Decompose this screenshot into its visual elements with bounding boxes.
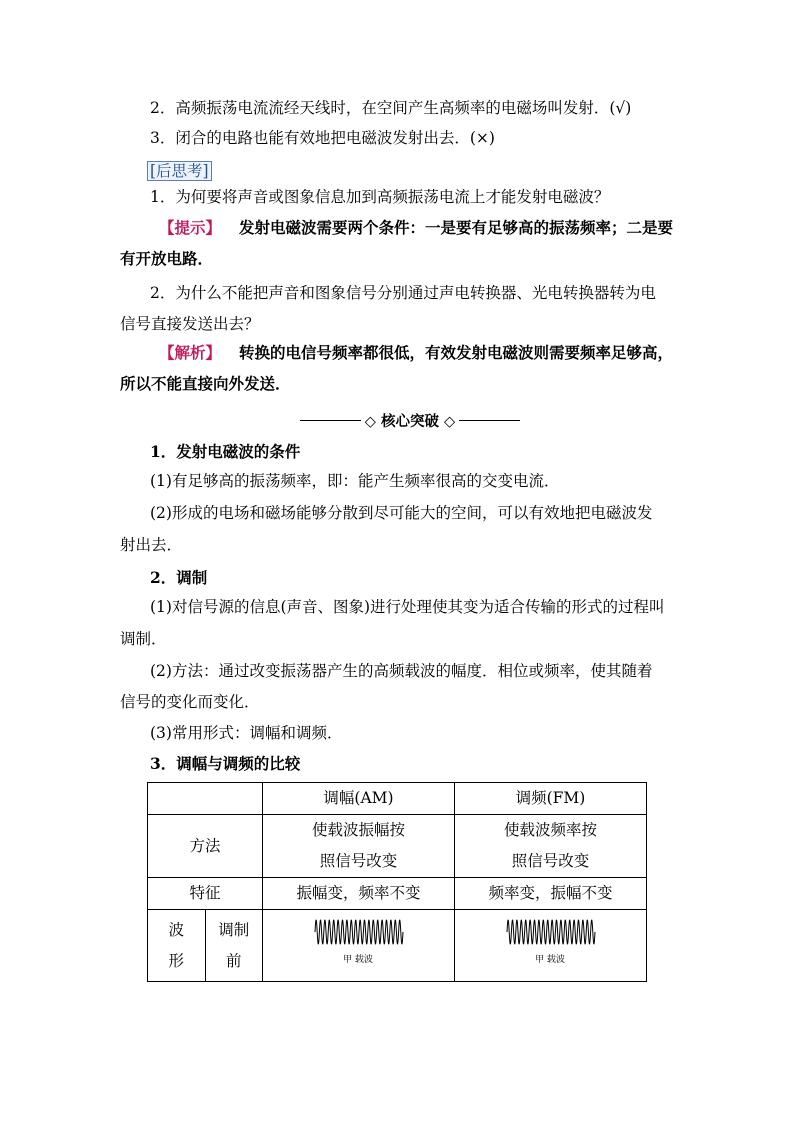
divider-right-line [459,420,520,421]
table-row-feature [148,878,647,910]
section-1-item-2-line-1: (2)形成的电场和磁场能够分散到尽可能大的空间，可以有效地把电磁波发 [150,504,653,522]
fm-method-line-1: 使载波频率按 [503,821,597,839]
section-2-item-1-line-1: (1)对信号源的信息(声音、图象)进行处理使其变为适合传输的形式的过程叫 [150,598,665,616]
question-2-line-1: 2．为什么不能把声音和图象信号分别通过声电转换器、光电转换器转为电 [150,284,656,302]
waveform-label-2: 形 [168,951,184,970]
section-2-item-1-line-2: 调制． [120,630,167,648]
header-fm: 调频(FM) [454,783,646,815]
section-2-item-2-line-2: 信号的变化而变化． [120,693,260,711]
fm-carrier-waveform [455,910,645,970]
answer-text: 转换的电信号频率都很低，有效发射电磁波则需要频率足够高， [239,343,674,362]
core-breakthrough-title: ◇ 核心突破 ◇ [364,412,456,430]
statement-3: 3．闭合的电路也能有效地把电磁波发射出去．(×) [150,129,495,147]
am-feature-cell: 振幅变，频率不变 [263,878,455,910]
hint-line-2: 有开放电路． [120,249,214,268]
am-fm-comparison-table [147,782,647,982]
table-row-waveform [148,910,647,982]
am-method-cell [263,815,455,878]
section-1-heading: 1．发射电磁波的条件 [150,442,301,461]
fm-feature-cell: 频率变，振幅不变 [454,878,646,910]
am-carrier-waveform [263,910,453,970]
core-breakthrough-divider [300,410,520,430]
am-method-line-2: 照信号改变 [319,852,398,870]
question-1: 1．为何要将声音或图象信息加到高频振荡电流上才能发射电磁波？ [150,188,610,206]
fm-method-line-2: 照信号改变 [511,852,590,870]
header-empty-cell [148,783,263,815]
section-2-item-3: (3)常用形式：调幅和调频． [150,724,343,742]
question-2-line-2: 信号直接发送出去？ [120,315,260,333]
after-think-tag: [后思考] [147,161,212,181]
fm-carrier-caption: 甲 载波 [535,955,566,965]
after-think-label [147,161,212,181]
section-3-heading: 3．调幅与调频的比较 [150,754,301,773]
fm-carrier-cell [454,910,646,982]
row-label-before-modulation [205,910,263,982]
table-header-row [148,783,647,815]
row-label-feature: 特征 [148,878,263,910]
hint-text: 发射电磁波需要两个条件：一是要有足够高的振荡频率；二是要 [239,218,674,237]
am-method-line-1: 使载波振幅按 [311,821,405,839]
hint-line-1 [159,218,674,238]
table-row-method [148,815,647,878]
row-label-method: 方法 [148,815,263,878]
section-1-item-1: (1)有足够高的振荡频率，即：能产生频率很高的交变电流． [150,472,560,490]
divider-left-line [300,420,361,421]
fm-method-cell [454,815,646,878]
header-am: 调幅(AM) [263,783,455,815]
am-carrier-caption: 甲 载波 [343,955,374,965]
answer-line-1 [159,343,673,363]
waveform-label-1: 波 [168,920,184,939]
before-modulation-label-2: 前 [225,951,242,970]
answer-line-2: 所以不能直接向外发送． [120,374,291,393]
row-label-waveform [148,910,206,982]
section-2-heading: 2．调制 [150,568,208,587]
section-1-item-2-line-2: 射出去． [120,536,183,554]
answer-tag: 【解析】 [159,343,222,362]
before-modulation-label-1: 调制 [218,920,250,939]
section-2-item-2-line-1: (2)方法：通过改变振荡器产生的高频载波的幅度．相位或频率，使其随着 [150,662,653,680]
statement-2: 2．高频振荡电流流经天线时，在空间产生高频率的电磁场叫发射．(√) [150,99,632,117]
am-carrier-cell [263,910,455,982]
hint-tag: 【提示】 [159,218,222,237]
